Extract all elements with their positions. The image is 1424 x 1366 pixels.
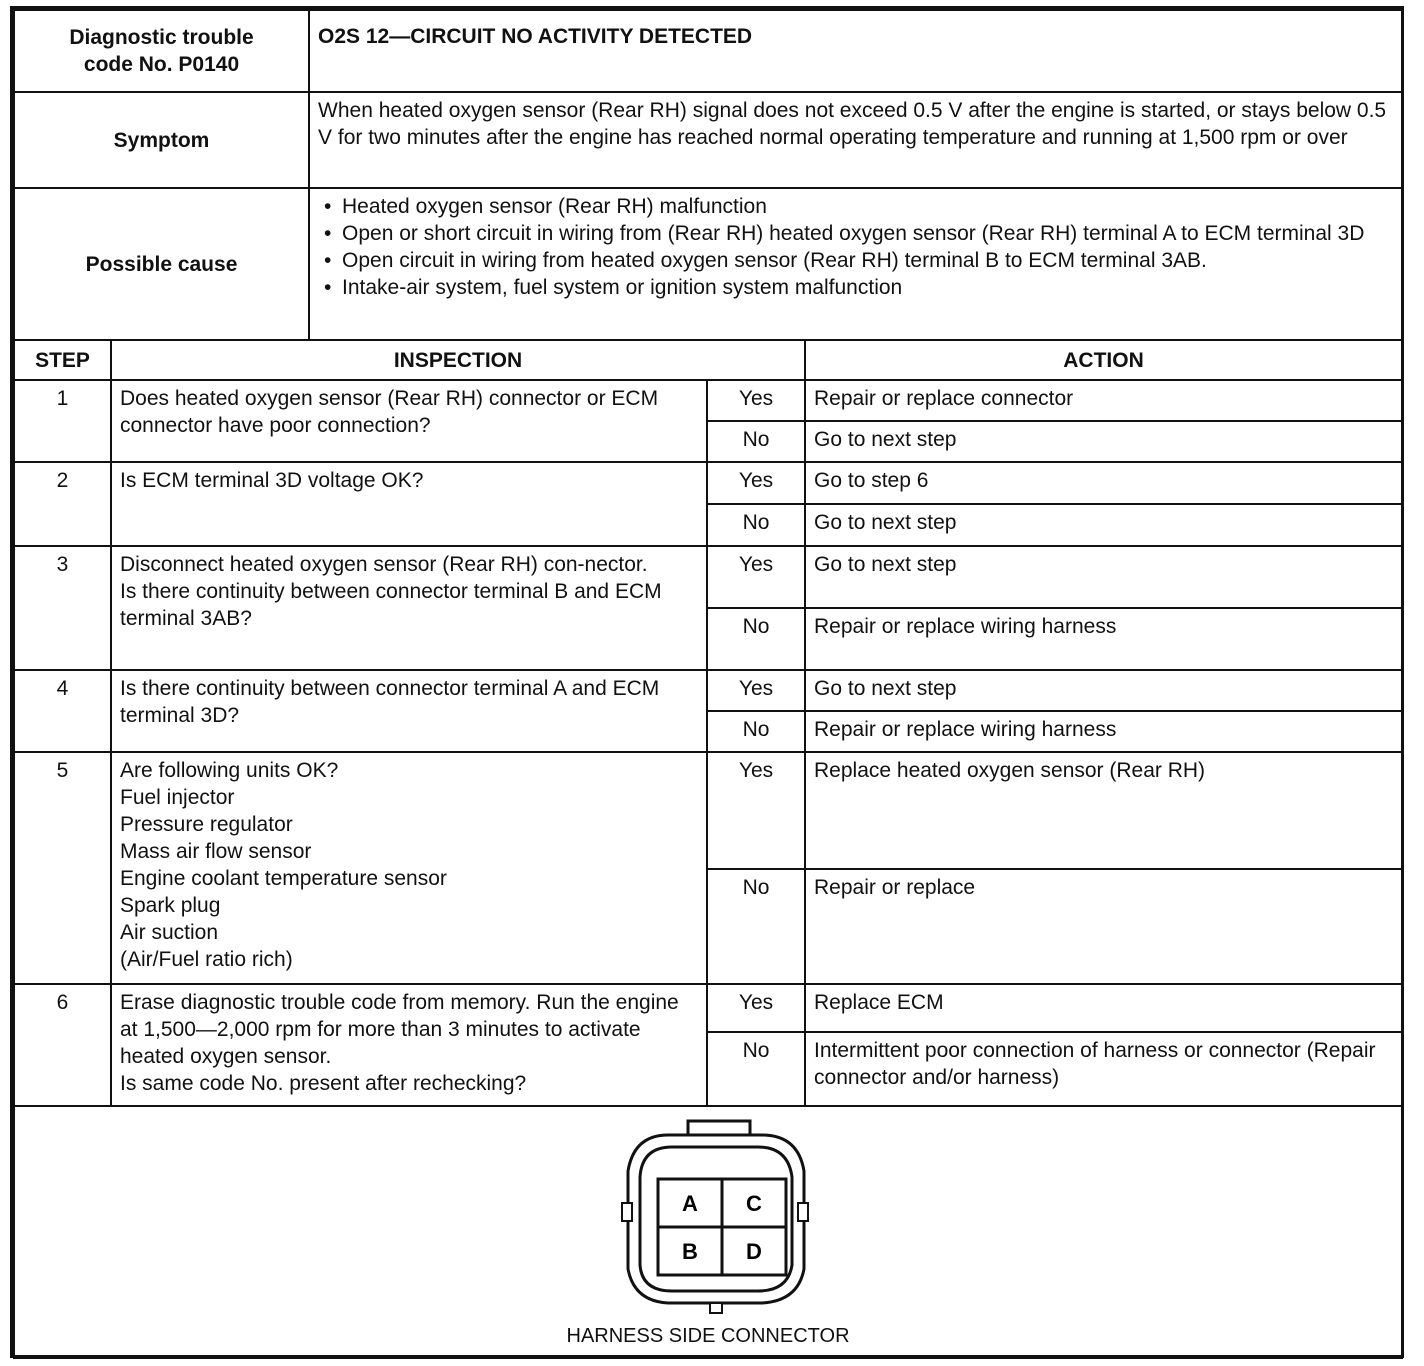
step-number: 5 — [14, 752, 111, 984]
no-label: No — [707, 504, 805, 546]
no-label: No — [707, 869, 805, 984]
step-5-yes-row — [14, 752, 1402, 869]
terminal-a-label: A — [682, 1191, 698, 1216]
no-label: No — [707, 1032, 805, 1106]
dtc-header-row — [14, 10, 1402, 92]
possible-cause-row — [14, 188, 1402, 340]
diagnostic-sheet — [10, 6, 1404, 1358]
symptom-row — [14, 92, 1402, 188]
step-number: 2 — [14, 462, 111, 546]
step-inspection: Is ECM terminal 3D voltage OK? — [111, 462, 707, 546]
step-2-yes-row — [14, 462, 1402, 504]
symptom-text: When heated oxygen sensor (Rear RH) signal does not exceed 0.5 V after the engine is started, or stays below 0.5 V for two minutes after the engine has reached normal operating temperature and running at 1,500 rpm or over — [309, 92, 1402, 188]
no-action: Repair or replace wiring harness — [805, 711, 1402, 752]
connector-figure — [14, 1106, 1402, 1358]
no-action: Go to next step — [805, 504, 1402, 546]
terminal-c-label: C — [746, 1191, 762, 1216]
no-label: No — [707, 608, 805, 670]
yes-action: Replace heated oxygen sensor (Rear RH) — [805, 752, 1402, 869]
cause-item: • Intake-air system, fuel system or ignition system malfunction — [342, 274, 1393, 301]
no-action: Intermittent poor connection of harness or connector (Repair connector and/or harness) — [805, 1032, 1402, 1106]
no-label: No — [707, 421, 805, 462]
step-inspection: Is there continuity between connector terminal A and ECM terminal 3D? — [111, 670, 707, 752]
yes-label: Yes — [707, 380, 805, 421]
cause-item: • Open or short circuit in wiring from (Rear RH) heated oxygen sensor (Rear RH) terminal A to ECM terminal 3D — [342, 220, 1393, 247]
no-action: Repair or replace — [805, 869, 1402, 984]
possible-cause-list — [318, 193, 1393, 301]
terminal-b-label: B — [682, 1239, 698, 1264]
col-action: ACTION — [805, 340, 1402, 380]
possible-cause-list-cell — [309, 188, 1402, 340]
step-number: 6 — [14, 984, 111, 1106]
step-3-yes-row — [14, 546, 1402, 608]
step-inspection: Disconnect heated oxygen sensor (Rear RH) con-nector. Is there continuity between connector terminal B and ECM terminal 3AB? — [111, 546, 707, 670]
col-step: STEP — [14, 340, 111, 380]
no-action: Go to next step — [805, 421, 1402, 462]
no-label: No — [707, 711, 805, 752]
step-1-yes-row — [14, 380, 1402, 421]
terminal-d-label: D — [746, 1239, 762, 1264]
yes-label: Yes — [707, 752, 805, 869]
step-4-yes-row — [14, 670, 1402, 711]
step-number: 3 — [14, 546, 111, 670]
figure-row — [14, 1106, 1402, 1358]
connector-icon — [620, 1119, 810, 1319]
yes-action: Replace ECM — [805, 984, 1402, 1032]
yes-label: Yes — [707, 670, 805, 711]
column-header-row — [14, 340, 1402, 380]
step-inspection: Does heated oxygen sensor (Rear RH) connector or ECM connector have poor connection? — [111, 380, 707, 462]
step-inspection: Are following units OK? Fuel injector Pressure regulator Mass air flow sensor Engine coolant temperature sensor Spark plug Air suction (Air/Fuel ratio rich) — [111, 752, 707, 984]
cause-item: • Open circuit in wiring from heated oxygen sensor (Rear RH) terminal B to ECM terminal 3AB. — [342, 247, 1393, 274]
col-inspection: INSPECTION — [111, 340, 805, 380]
symptom-label: Symptom — [14, 92, 309, 188]
yes-action: Go to step 6 — [805, 462, 1402, 504]
diagnostic-table — [13, 9, 1403, 1359]
possible-cause-label: Possible cause — [14, 188, 309, 340]
yes-action: Repair or replace connector — [805, 380, 1402, 421]
no-action: Repair or replace wiring harness — [805, 608, 1402, 670]
step-6-yes-row — [14, 984, 1402, 1032]
step-inspection: Erase diagnostic trouble code from memory. Run the engine at 1,500—2,000 rpm for more than 3 minutes to activate heated oxygen sensor. Is same code No. present after rechecking? — [111, 984, 707, 1106]
yes-label: Yes — [707, 462, 805, 504]
cause-item: • Heated oxygen sensor (Rear RH) malfunction — [342, 193, 1393, 220]
dtc-label: Diagnostic trouble code No. P0140 — [14, 10, 309, 92]
figure-caption: HARNESS SIDE CONNECTOR — [566, 1325, 850, 1347]
yes-label: Yes — [707, 546, 805, 608]
yes-label: Yes — [707, 984, 805, 1032]
yes-action: Go to next step — [805, 670, 1402, 711]
step-number: 1 — [14, 380, 111, 462]
harness-connector-diagram — [620, 1119, 810, 1319]
step-number: 4 — [14, 670, 111, 752]
dtc-title: O2S 12—CIRCUIT NO ACTIVITY DETECTED — [309, 10, 1402, 92]
yes-action: Go to next step — [805, 546, 1402, 608]
